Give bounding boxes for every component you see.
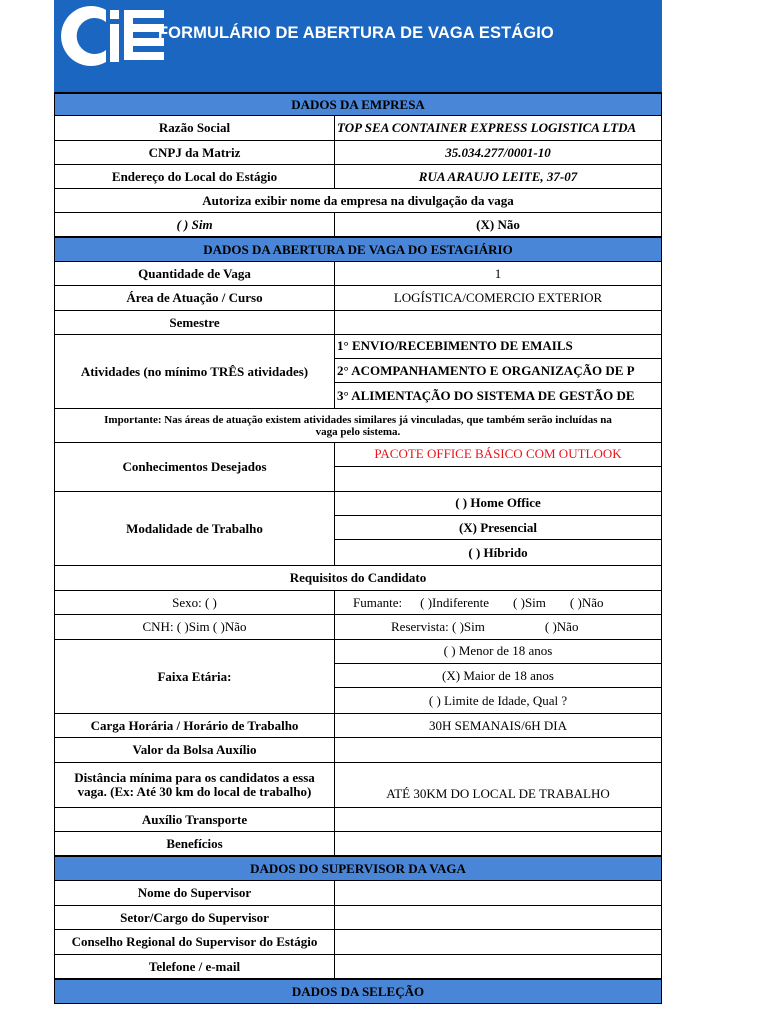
- supervisor-nome-value[interactable]: [335, 881, 661, 905]
- requisitos-label: Requisitos do Candidato: [289, 570, 427, 585]
- autoriza-nao-option[interactable]: (X) Não: [476, 216, 520, 232]
- row-quantidade: [54, 262, 662, 286]
- row-supervisor-telefone: [54, 955, 662, 979]
- importante-line: Importante: Nas áreas de atuação existem atividades similares já vinculadas, que também serão incluídas na: [104, 413, 612, 426]
- distancia-value[interactable]: ATÉ 30KM DO LOCAL DE TRABALHO: [386, 786, 610, 801]
- form-table: [54, 92, 662, 1004]
- modalidade-home-office[interactable]: ( ) Home Office: [335, 492, 661, 516]
- modalidade-hibrido[interactable]: ( ) Híbrido: [468, 544, 528, 560]
- endereco-value[interactable]: RUA ARAUJO LEITE, 37-07: [418, 168, 578, 184]
- atividade-2[interactable]: 2° ACOMPANHAMENTO E ORGANIZAÇÃO DE P: [335, 359, 661, 384]
- row-endereco: [54, 165, 662, 189]
- supervisor-telefone-value[interactable]: [335, 955, 661, 978]
- carga-label: Carga Horária / Horário de Trabalho: [55, 714, 335, 737]
- row-supervisor-conselho: [54, 930, 662, 955]
- importante-note: [55, 409, 661, 442]
- ciee-logo-icon: [58, 2, 168, 70]
- faixa-maior-18[interactable]: (X) Maior de 18 anos: [335, 664, 661, 689]
- autoriza-sim-option[interactable]: ( ) Sim: [55, 213, 335, 236]
- row-transporte: [54, 808, 662, 832]
- cnpj-label: CNPJ da Matriz: [55, 141, 335, 164]
- section-header-empresa: [54, 92, 662, 116]
- row-beneficios: [54, 832, 662, 856]
- quantidade-value[interactable]: 1: [494, 265, 502, 281]
- section-title: DADOS DO SUPERVISOR DA VAGA: [55, 856, 661, 880]
- faixa-etaria-label: Faixa Etária:: [55, 640, 335, 713]
- carga-value[interactable]: 30H SEMANAIS/6H DIA: [429, 717, 567, 733]
- atividade-1[interactable]: 1° ENVIO/RECEBIMENTO DE EMAILS: [335, 335, 661, 359]
- autoriza-label: Autoriza exibir nome da empresa na divulgação da vaga: [202, 192, 514, 208]
- sexo-field[interactable]: Sexo: ( ): [55, 591, 335, 614]
- modalidade-presencial[interactable]: (X) Presencial: [335, 516, 661, 541]
- supervisor-setor-value[interactable]: [335, 906, 661, 929]
- section-header-supervisor: [54, 856, 662, 881]
- form-header: [54, 0, 662, 92]
- row-cnh-reservista: [54, 615, 662, 640]
- importante-line: vaga pelo sistema.: [315, 425, 401, 438]
- row-sexo-fumante: [54, 591, 662, 615]
- semestre-value[interactable]: [335, 311, 661, 334]
- fumante-indiferente-option[interactable]: ( )Indiferente: [420, 594, 490, 610]
- conhecimentos-empty[interactable]: [335, 467, 661, 491]
- endereco-label: Endereço do Local do Estágio: [55, 165, 335, 188]
- conhecimentos-label: Conhecimentos Desejados: [55, 443, 335, 491]
- form-title: FORMULÁRIO DE ABERTURA DE VAGA ESTÁGIO: [158, 24, 554, 42]
- distancia-label-line: vaga. (Ex: Até 30 km do local de trabalho): [77, 784, 312, 799]
- row-importante: [54, 409, 662, 443]
- distancia-label-line: Distância mínima para os candidatos a essa: [74, 770, 315, 785]
- row-modalidade: [54, 492, 662, 566]
- transporte-label: Auxílio Transporte: [55, 808, 335, 831]
- distancia-label: [55, 763, 335, 807]
- row-conhecimentos: [54, 443, 662, 492]
- section-title: DADOS DA SELEÇÃO: [55, 979, 661, 1003]
- reservista-nao-option[interactable]: ( )Não: [544, 619, 579, 634]
- row-supervisor-nome: [54, 881, 662, 906]
- reservista-sim-option[interactable]: Reservista: ( )Sim: [391, 619, 485, 634]
- fumante-label: Fumante:: [353, 594, 403, 610]
- semestre-label: Semestre: [55, 311, 335, 334]
- atividade-3[interactable]: 3° ALIMENTAÇÃO DO SISTEMA DE GESTÃO DE: [337, 387, 635, 403]
- area-label: Área de Atuação / Curso: [55, 286, 335, 310]
- transporte-value[interactable]: [335, 808, 661, 831]
- atividades-label: Atividades (no mínimo TRÊS atividades): [55, 335, 335, 408]
- row-autoriza: [54, 189, 662, 213]
- beneficios-label: Benefícios: [55, 832, 335, 855]
- row-razao-social: [54, 116, 662, 141]
- row-semestre: [54, 311, 662, 335]
- supervisor-telefone-label: Telefone / e-mail: [55, 955, 335, 978]
- razao-social-value[interactable]: TOP SEA CONTAINER EXPRESS LOGISTICA LTDA: [337, 120, 637, 135]
- bolsa-value[interactable]: [335, 738, 661, 762]
- row-atividades: [54, 335, 662, 409]
- section-header-vaga: [54, 237, 662, 262]
- row-cnpj: [54, 141, 662, 165]
- conhecimentos-value[interactable]: PACOTE OFFICE BÁSICO COM OUTLOOK: [335, 443, 661, 467]
- row-bolsa: [54, 738, 662, 763]
- supervisor-setor-label: Setor/Cargo do Supervisor: [55, 906, 335, 929]
- row-requisitos: [54, 566, 662, 591]
- cnpj-value[interactable]: 35.034.277/0001-10: [445, 144, 551, 160]
- fumante-field: [335, 591, 661, 614]
- section-title: DADOS DA ABERTURA DE VAGA DO ESTAGIÁRIO: [55, 237, 661, 261]
- row-autoriza-options: [54, 213, 662, 237]
- reservista-field: [335, 615, 661, 639]
- row-carga: [54, 714, 662, 738]
- supervisor-nome-label: Nome do Supervisor: [55, 881, 335, 905]
- cnh-field[interactable]: CNH: ( )Sim ( )Não: [55, 615, 335, 639]
- fumante-sim-option[interactable]: ( )Sim: [513, 594, 546, 610]
- section-header-selecao: [54, 979, 662, 1004]
- faixa-limite-idade[interactable]: ( ) Limite de Idade, Qual ?: [428, 692, 568, 708]
- row-area: [54, 286, 662, 311]
- row-faixa-etaria: [54, 640, 662, 714]
- area-value[interactable]: LOGÍSTICA/COMERCIO EXTERIOR: [393, 290, 603, 305]
- row-distancia: [54, 763, 662, 808]
- modalidade-label: Modalidade de Trabalho: [55, 492, 335, 565]
- fumante-nao-option[interactable]: ( )Não: [569, 594, 604, 610]
- section-title: DADOS DA EMPRESA: [55, 94, 661, 115]
- faixa-menor-18[interactable]: ( ) Menor de 18 anos: [335, 640, 661, 664]
- razao-social-label: Razão Social: [55, 116, 335, 140]
- quantidade-label: Quantidade de Vaga: [55, 262, 335, 285]
- supervisor-conselho-value[interactable]: [335, 930, 661, 954]
- supervisor-conselho-label: Conselho Regional do Supervisor do Estágio: [55, 930, 335, 954]
- row-supervisor-setor: [54, 906, 662, 930]
- bolsa-label: Valor da Bolsa Auxílio: [55, 738, 335, 762]
- beneficios-value[interactable]: [335, 832, 661, 855]
